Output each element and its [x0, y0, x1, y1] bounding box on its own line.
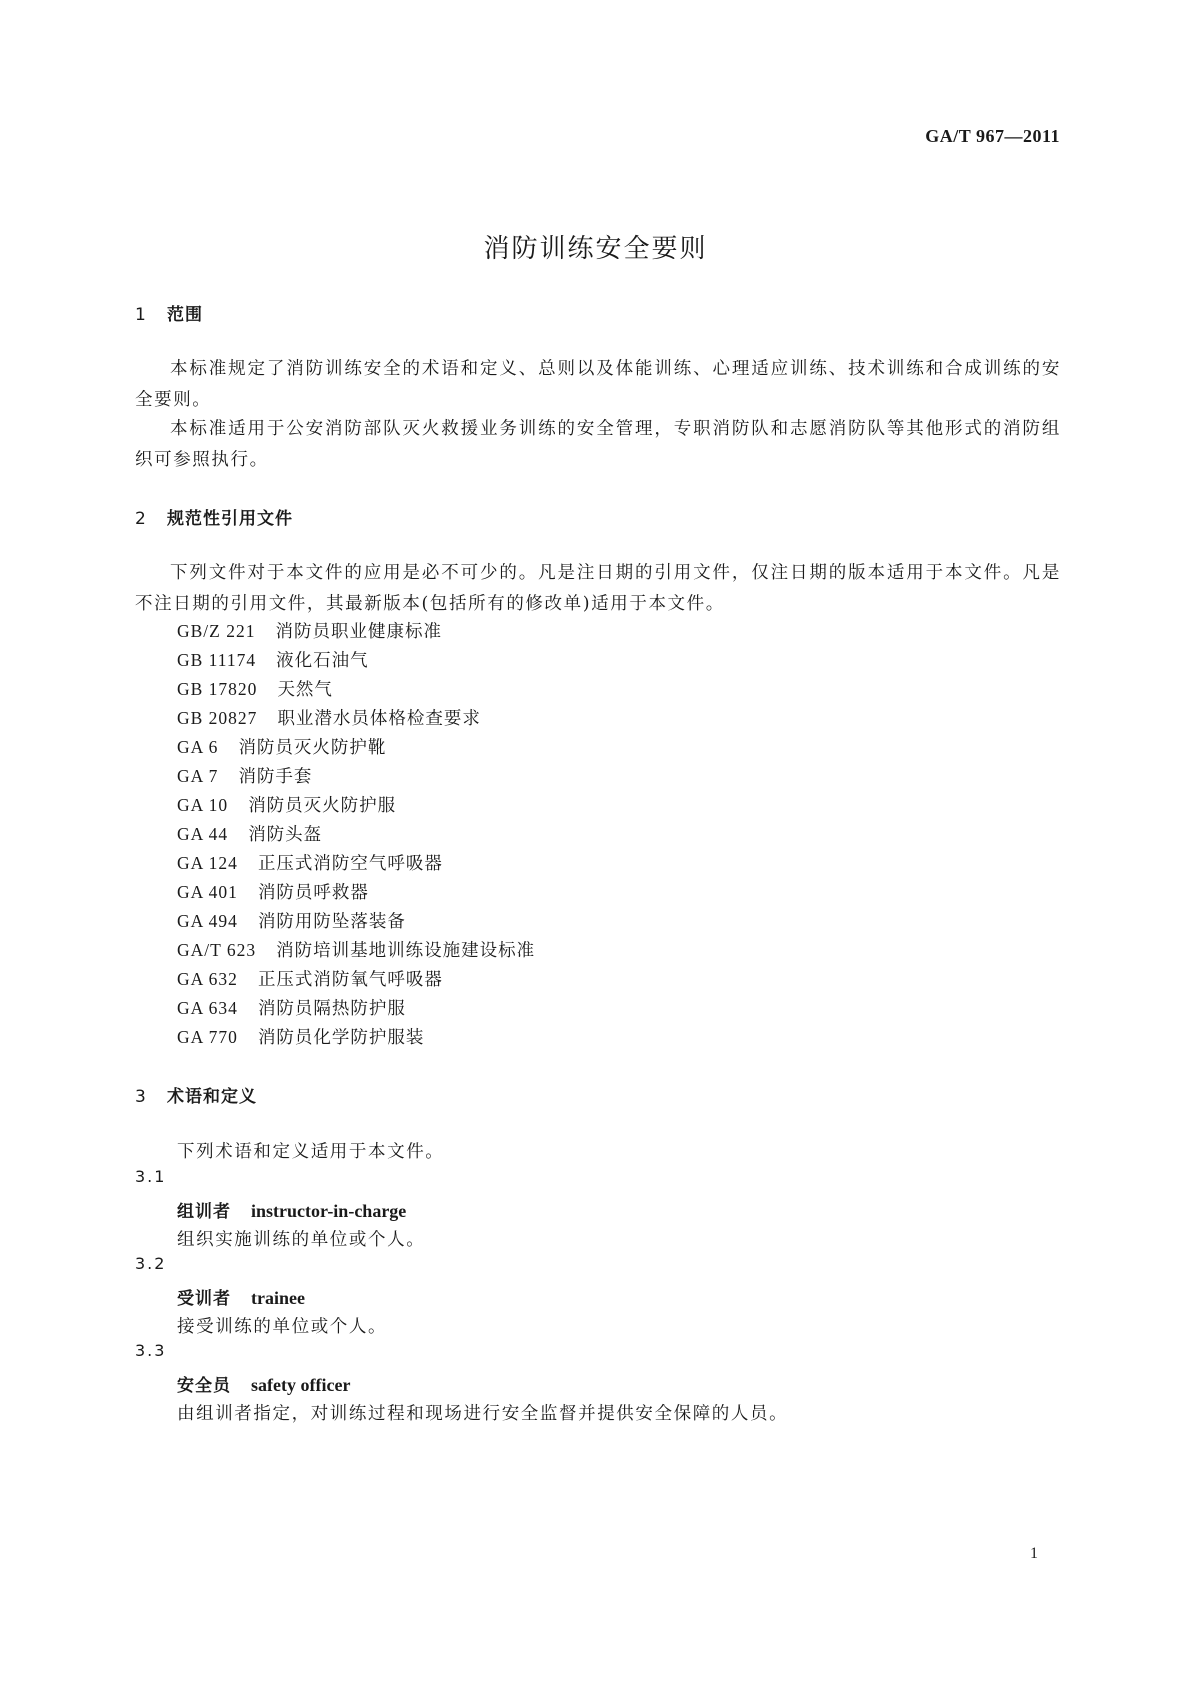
section-title: 术语和定义 [167, 1087, 257, 1107]
section-2-heading [135, 504, 293, 529]
reference-item [177, 647, 369, 672]
standard-code: GA/T 967—2011 [925, 126, 1060, 146]
reference-item [177, 763, 312, 788]
reference-item [177, 734, 386, 759]
reference-title: 正压式消防氧气呼吸器 [257, 970, 443, 990]
term-entry [177, 1371, 350, 1396]
reference-code: GA 124 [177, 853, 238, 873]
term-zh: 组训者 [177, 1202, 231, 1222]
section-intro: 下列术语和定义适用于本文件。 [177, 1142, 445, 1162]
term-entry [177, 1197, 406, 1222]
reference-title: 消防员呼救器 [257, 883, 369, 903]
reference-code: GA 7 [177, 766, 219, 786]
term-zh: 受训者 [177, 1289, 231, 1309]
reference-code: GB 17820 [177, 679, 258, 699]
reference-item [177, 618, 442, 643]
reference-code: GB 11174 [177, 650, 257, 670]
reference-item [177, 792, 396, 817]
clause-number: 3.1 [135, 1167, 167, 1186]
term-en: trainee [251, 1288, 305, 1308]
reference-title: 消防员灭火防护服 [248, 796, 397, 816]
section-number: 2 [135, 509, 147, 529]
reference-item [177, 850, 443, 875]
paragraph: 本标准规定了消防训练安全的术语和定义、总则以及体能训练、心理适应训练、技术训练和合成训练的安全要则。 [135, 359, 1061, 410]
reference-title: 消防员隔热防护服 [257, 999, 406, 1019]
section-number: 3 [135, 1087, 147, 1107]
reference-code: GB/Z 221 [177, 621, 256, 641]
reference-code: GA/T 623 [177, 940, 257, 960]
reference-item [177, 705, 481, 730]
reference-title: 消防员化学防护服装 [257, 1028, 425, 1048]
term-definition: 接受训练的单位或个人。 [177, 1317, 388, 1337]
reference-code: GA 494 [177, 911, 238, 931]
page-number: 1 [1030, 1545, 1038, 1562]
clause-number: 3.3 [135, 1341, 167, 1360]
term-definition: 组织实施训练的单位或个人。 [177, 1230, 426, 1250]
reference-item [177, 937, 535, 962]
term-en: instructor-in-charge [251, 1201, 407, 1221]
reference-title: 消防手套 [238, 767, 313, 787]
reference-item [177, 1024, 424, 1049]
reference-item [177, 879, 369, 904]
section-3-heading [135, 1082, 257, 1107]
paragraph: 本标准适用于公安消防部队灭火救援业务训练的安全管理，专职消防队和志愿消防队等其他形式的消防组织可参照执行。 [135, 419, 1061, 470]
reference-title: 消防员灭火防护靴 [238, 738, 387, 758]
clause-number: 3.2 [135, 1254, 167, 1273]
reference-title: 消防用防坠落装备 [257, 912, 406, 932]
term-en: safety officer [251, 1375, 351, 1395]
section-1-heading [135, 300, 203, 325]
reference-item [177, 676, 333, 701]
term-definition: 由组训者指定，对训练过程和现场进行安全监督并提供安全保障的人员。 [177, 1404, 789, 1424]
reference-title: 正压式消防空气呼吸器 [257, 854, 443, 874]
reference-item [177, 821, 322, 846]
reference-item [177, 966, 443, 991]
reference-code: GA 44 [177, 824, 229, 844]
reference-code: GA 6 [177, 737, 219, 757]
reference-code: GA 634 [177, 998, 238, 1018]
paragraph: 下列文件对于本文件的应用是必不可少的。凡是注日期的引用文件，仅注日期的版本适用于本文件。凡是不注日期的引用文件，其最新版本(包括所有的修改单)适用于本文件。 [135, 563, 1061, 614]
reference-title: 液化石油气 [276, 651, 369, 671]
reference-item [177, 995, 406, 1020]
section-title: 规范性引用文件 [167, 509, 293, 529]
reference-title: 消防员职业健康标准 [275, 622, 442, 642]
reference-title: 天然气 [277, 680, 333, 700]
reference-code: GB 20827 [177, 708, 258, 728]
reference-item [177, 908, 406, 933]
reference-title: 消防培训基地训练设施建设标准 [276, 941, 536, 961]
section-number: 1 [135, 305, 147, 325]
section-title: 范围 [167, 305, 203, 325]
reference-code: GA 401 [177, 882, 238, 902]
reference-title: 消防头盔 [248, 825, 323, 845]
reference-code: GA 10 [177, 795, 229, 815]
reference-code: GA 632 [177, 969, 238, 989]
term-zh: 安全员 [177, 1376, 231, 1396]
reference-code: GA 770 [177, 1027, 238, 1047]
reference-title: 职业潜水员体格检查要求 [277, 709, 481, 729]
term-entry [177, 1284, 305, 1309]
document-title: 消防训练安全要则 [483, 234, 708, 264]
